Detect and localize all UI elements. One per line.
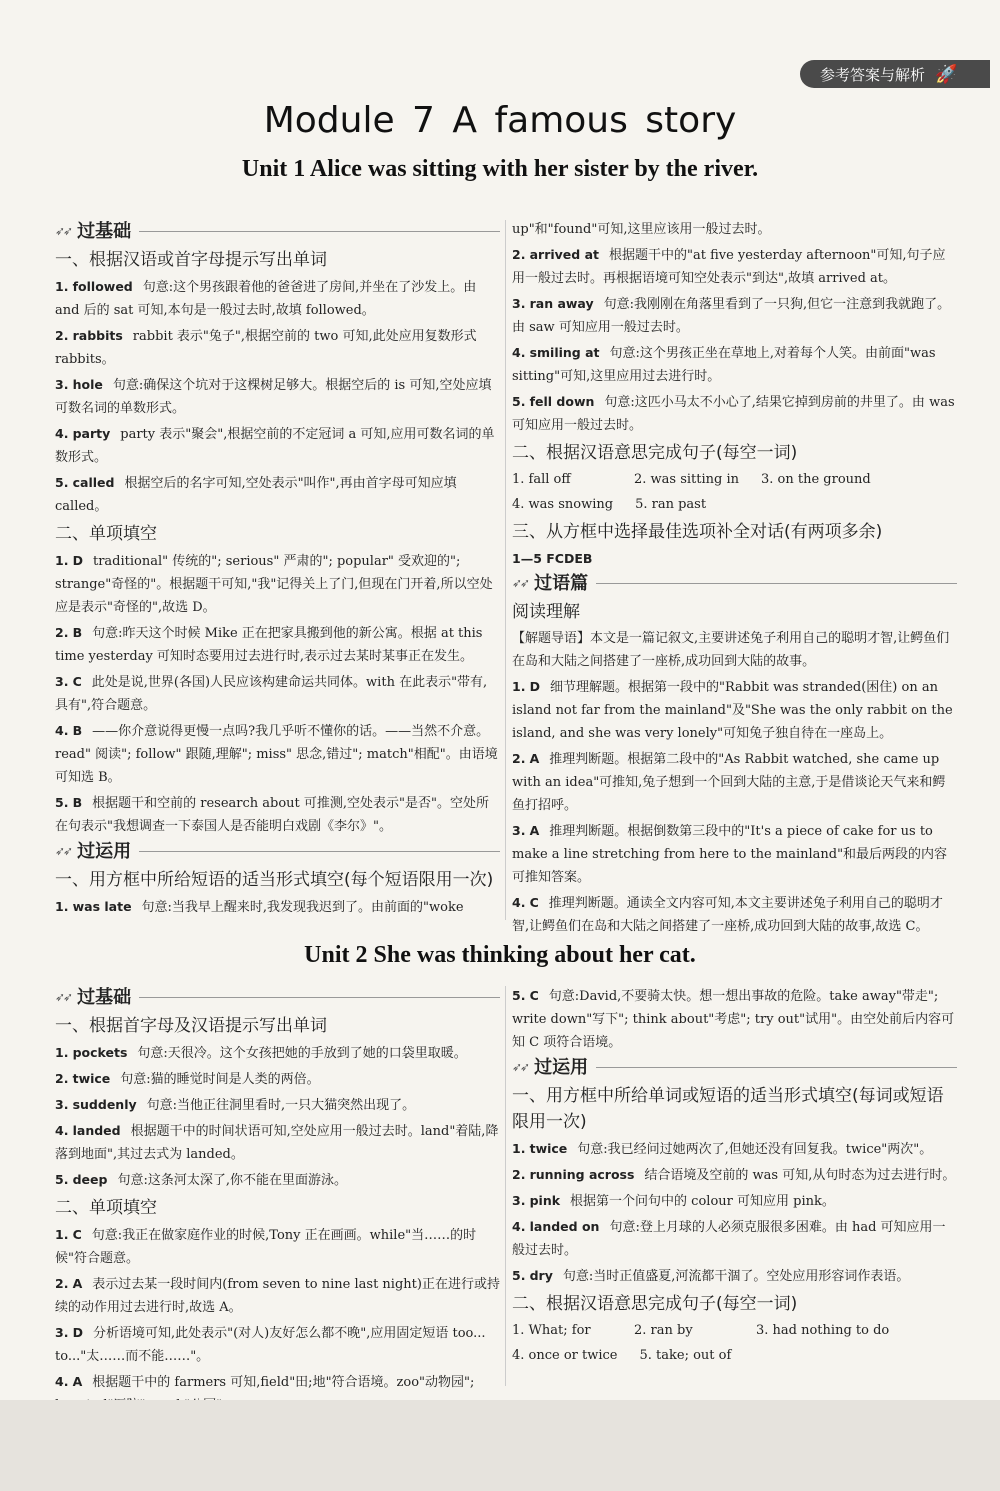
item-number: 1. [55,899,69,914]
item-number: 2. [512,1167,526,1182]
item-answer: called [72,475,115,490]
answer-item [512,675,957,745]
item-number: 1. [512,1141,526,1156]
answer-item [55,621,500,668]
item-explanation: 根据题干中的 farmers 可知,field"田;地"符合语境。zoo"动物园"; [92,1375,475,1390]
item-answer: landed [72,1123,121,1138]
item-explanation: 句意:当他正往洞里看时,一只大猫突然出现了。 [146,1098,416,1113]
answer-item [512,891,957,938]
item-answer: party [72,426,111,441]
item-explanation: 句意:这条河太深了,你不能在里面游泳。 [117,1173,347,1188]
unit1-title: Unit 1 Alice was sitting with her sister by the river. [241,156,759,182]
column-divider [505,986,506,1386]
item-answer: twice [529,1141,568,1156]
item-explanation: party 表示"聚会",根据空前的不定冠词 a 可知,应用可数名词的单数形式。 [55,427,495,465]
item-number: 4. [512,345,526,360]
answer-item [55,471,500,518]
subsection-title: 三、从方框中选择最佳选项补全对话(有两项多余) [512,522,883,542]
answer-item [55,1321,500,1368]
answer-row: 1. fall off 2. was sitting in 3. on the ground [512,472,871,487]
item-answer: D [72,553,83,568]
item-answer: pink [529,1193,561,1208]
item-number: 4. [55,723,69,738]
item-answer: C [72,674,82,689]
item-answer: A [72,1374,83,1389]
item-number: 5. [512,988,526,1003]
item-number: 5. [512,394,526,409]
item-answer: was late [72,899,132,914]
wing-icon: ➶➶ [512,576,529,590]
subsection-title: 一、用方框中所给单词或短语的适当形式填空(每词或短语限用一次) [512,1086,944,1132]
item-explanation: 句意:我已经问过她两次了,但她还没有回复我。twice"两次"。 [577,1142,933,1157]
item-answer: landed on [529,1219,600,1234]
answer-item [512,243,957,290]
item-number: 2. [55,625,69,640]
item-number: 4. [512,895,526,910]
column-divider [505,220,506,920]
section-header-basics: ➶➶ 过基础 [55,986,500,1009]
answer-item [55,373,500,420]
item-explanation: 句意:这个男孩跟着他的爸爸进了房间,并坐在了沙发上。由 and 后的 sat 可知,本句是一般过去时,故填 followed。 [55,280,477,318]
item-number: 3. [512,823,526,838]
item-explanation: 推理判断题。根据第二段中的"As Rabbit watched, she came up with an idea"可推知,兔子想到一个回到大陆的主意,于是借谈论天气来和鳄鱼打招呼。 [512,752,946,813]
answer-item [55,791,500,838]
item-number: 1. [512,679,526,694]
item-answer: C [529,988,539,1003]
wing-icon: ➶➶ [512,1060,529,1074]
item-explanation: 句意:昨天这个时候 Mike 正在把家具搬到他的新公寓。根据 at this time yesterday 可知时态要用过去进行时,表示过去某时某事正在发生。 [55,626,483,664]
item-number: 4. [512,1219,526,1234]
item-answer: D [529,679,540,694]
answer-item [55,1041,500,1065]
item-number: 2. [512,247,526,262]
page-footer-band [0,1400,1000,1491]
rocket-icon: 🚀 [935,63,958,85]
item-answer: B [72,723,83,738]
item-number: 5. [55,1172,69,1187]
continued-text: up"和"found"可知,这里应该用一般过去时。 [512,222,771,237]
answer-item [512,984,957,1054]
item-number: 1. [55,1227,69,1242]
item-answer: A [529,823,540,838]
item-explanation: 此处是说,世界(各国)人民应该构建命运共同体。with 在此表示"带有,具有",符合题意。 [55,675,488,713]
answer-item [512,1189,957,1213]
answer-item [512,1137,957,1161]
answer-item [512,1215,957,1262]
item-explanation: 结合语境及空前的 was 可知,从句时态为过去进行时。 [644,1168,956,1183]
item-explanation: 句意:这个男孩正坐在草地上,对着每个人笑。由前面"was sitting"可知,这里应用过去进行时。 [512,346,936,384]
answer-item [55,422,500,469]
item-answer: deep [72,1172,108,1187]
answer-row: 4. once or twice 5. take; out of [512,1348,732,1363]
section-header-application: ➶➶ 过运用 [512,1056,957,1079]
item-answer: D [72,1325,83,1340]
unit1-left-column [55,218,500,921]
item-answer: smiling at [529,345,600,360]
subsection-title: 一、根据首字母及汉语提示写出单词 [55,1016,327,1036]
item-number: 4. [55,426,69,441]
answer-row: 4. was snowing 5. ran past [512,497,707,512]
item-number: 2. [512,751,526,766]
answer-item [55,1119,500,1166]
unit1-right-column [512,218,957,940]
section-header-application: ➶➶ 过运用 [55,840,500,863]
item-explanation: 细节理解题。根据第一段中的"Rabbit was stranded(困住) on an island not far from the mainland"及"She was the only rabbit on the island, and she was very lonely"可知兔子独自待在一座岛上。 [512,680,953,741]
item-explanation: 根据题干中的时间状语可知,空处应用一般过去时。land"着陆,降落到地面",其过去式为 landed。 [55,1124,499,1162]
item-number: 5. [55,795,69,810]
subsection-title: 二、单项填空 [55,524,157,544]
answer-item [512,1264,957,1288]
item-number: 1. [55,553,69,568]
item-answer: rabbits [72,328,123,343]
item-explanation: ——你介意说得更慢一点吗?我几乎听不懂你的话。——当然不介意。read" 阅读"; follow" 跟随,理解"; miss" 思念,错过"; match"相配"。由语境可知选 B。 [55,724,498,785]
unit2-left-column [55,984,500,1419]
item-explanation: 根据题干和空前的 research about 可推测,空处表示"是否"。空处所在句表示"我想调查一下泰国人是否能明白戏剧《李尔》"。 [55,796,489,834]
subsection-title: 二、根据汉语意思完成句子(每空一词) [512,443,798,463]
subsection-title: 二、单项填空 [55,1198,157,1218]
item-explanation: 根据第一个问句中的 colour 可知应用 pink。 [570,1194,835,1209]
answer-item [55,670,500,717]
item-explanation: 句意:猫的睡觉时间是人类的两倍。 [120,1072,320,1087]
item-number: 3. [512,296,526,311]
section-header-reading: ➶➶ 过语篇 [512,572,957,595]
wing-icon: ➶➶ [55,224,72,238]
item-explanation: 根据题干中的"at five yesterday afternoon"可知,句子应用一般过去时。再根据语境可知空处表示"到达",故填 arrived at。 [512,248,946,286]
answer-item [55,719,500,789]
item-explanation: 句意:我刚刚在角落里看到了一只狗,但它一注意到我就跑了。由 saw 可知应用一般过去时。 [512,297,951,335]
answer-item [55,1223,500,1270]
item-answer: hole [72,377,103,392]
item-answer: arrived at [529,247,599,262]
item-number: 4. [55,1123,69,1138]
item-number: 4. [55,1374,69,1389]
answer-key-label: 参考答案与解析 [820,65,926,84]
subsection-title: 一、用方框中所给短语的适当形式填空(每个短语限用一次) [55,870,494,890]
item-explanation: 分析语境可知,此处表示"(对人)友好怎么都不晚",应用固定短语 too... to..."太……而不能……"。 [55,1326,486,1364]
subsection-title: 二、根据汉语意思完成句子(每空一词) [512,1294,798,1314]
answer-item [512,341,957,388]
dialogue-answers: 1—5 FCDEB [512,551,593,566]
answer-item [55,895,500,919]
answer-item [55,1093,500,1117]
item-explanation: 句意:我正在做家庭作业的时候,Tony 正在画画。while"当……的时候"符合题意。 [55,1228,477,1266]
item-number: 2. [55,1071,69,1086]
item-number: 3. [55,1097,69,1112]
item-explanation: 句意:天很冷。这个女孩把她的手放到了她的口袋里取暖。 [137,1046,467,1061]
item-number: 5. [55,475,69,490]
item-number: 2. [55,1276,69,1291]
item-explanation: 句意:当我早上醒来时,我发现我迟到了。由前面的"woke [141,900,464,915]
unit2-right-column [512,984,957,1369]
wing-icon: ➶➶ [55,844,72,858]
answer-item [512,1163,957,1187]
item-explanation: 根据空后的名字可知,空处表示"叫作",再由首字母可知应填 called。 [55,476,457,514]
item-answer: B [72,625,83,640]
item-number: 3. [55,377,69,392]
answer-item [512,747,957,817]
item-answer: A [529,751,540,766]
item-explanation: 推理判断题。根据倒数第三段中的"It's a piece of cake for us to make a line stretching from here to the mainland"和最后两段的内容可推知答案。 [512,824,948,885]
subsection-title: 阅读理解 [512,602,580,622]
answer-item [512,390,957,437]
item-answer: dry [529,1268,553,1283]
item-answer: C [529,895,539,910]
item-number: 5. [512,1268,526,1283]
item-number: 1. [55,1045,69,1060]
answer-item [55,549,500,619]
item-answer: followed [72,279,133,294]
item-answer: A [72,1276,83,1291]
item-answer: ran away [529,296,594,311]
item-answer: pockets [72,1045,128,1060]
unit2-title: Unit 2 She was thinking about her cat. [304,942,696,968]
answer-item [55,1067,500,1091]
answer-key-tag [800,60,990,88]
answer-item [55,275,500,322]
item-answer: C [72,1227,82,1242]
answer-item [512,292,957,339]
answer-item [55,1168,500,1192]
answer-item [55,1272,500,1319]
item-number: 1. [55,279,69,294]
item-explanation: traditional" 传统的"; serious" 严肃的"; popular" 受欢迎的"; strange"奇怪的"。根据题干可知,"我"记得关上了门,但现在门开着,所以空处应是表示"奇怪的",故选 D。 [55,554,493,615]
module-title: Module 7 A famous story [263,100,737,141]
item-explanation: 句意:当时正值盛夏,河流都干涸了。空处应用形容词作表语。 [562,1269,910,1284]
subsection-title: 一、根据汉语或首字母提示写出单词 [55,250,327,270]
wing-icon: ➶➶ [55,990,72,1004]
passage-intro: 【解题导语】本文是一篇记叙文,主要讲述兔子利用自己的聪明才智,让鳄鱼们在岛和大陆之间搭建了一座桥,成功回到大陆的故事。 [512,631,950,669]
item-explanation: 推理判断题。通读全文内容可知,本文主要讲述兔子利用自己的聪明才智,让鳄鱼们在岛和大陆之间搭建了一座桥,成功回到大陆的故事,故选 C。 [512,896,943,934]
item-answer: running across [529,1167,635,1182]
item-explanation: 句意:David,不要骑太快。想一想出事故的危险。take away"带走"; write down"写下"; think about"考虑"; try out"试用"。由空处前后内容可知 C 项符合语境。 [512,989,955,1050]
item-answer: suddenly [72,1097,137,1112]
item-explanation: rabbit 表示"兔子",根据空前的 two 可知,此处应用复数形式 rabbits。 [55,329,477,367]
item-explanation: 句意:确保这个坑对于这棵树足够大。根据空后的 is 可知,空处应填可数名词的单数形式。 [55,378,492,416]
item-answer: B [72,795,83,810]
section-header-basics: ➶➶ 过基础 [55,220,500,243]
answer-item [55,324,500,371]
item-number: 3. [512,1193,526,1208]
item-explanation: 表示过去某一段时间内(from seven to nine last night)正在进行或持续的动作用过去进行时,故选 A。 [55,1277,500,1315]
item-number: 3. [55,674,69,689]
item-explanation: 句意:登上月球的人必须克服很多困难。由 had 可知应用一般过去时。 [512,1220,946,1258]
item-number: 3. [55,1325,69,1340]
item-number: 2. [55,328,69,343]
answer-item [512,819,957,889]
item-explanation: 句意:这匹小马太不小心了,结果它掉到房前的井里了。由 was 可知应用一般过去时。 [512,395,955,433]
item-answer: fell down [529,394,595,409]
item-answer: twice [72,1071,111,1086]
answer-row: 1. What; for 2. ran by 3. had nothing to do [512,1323,890,1338]
